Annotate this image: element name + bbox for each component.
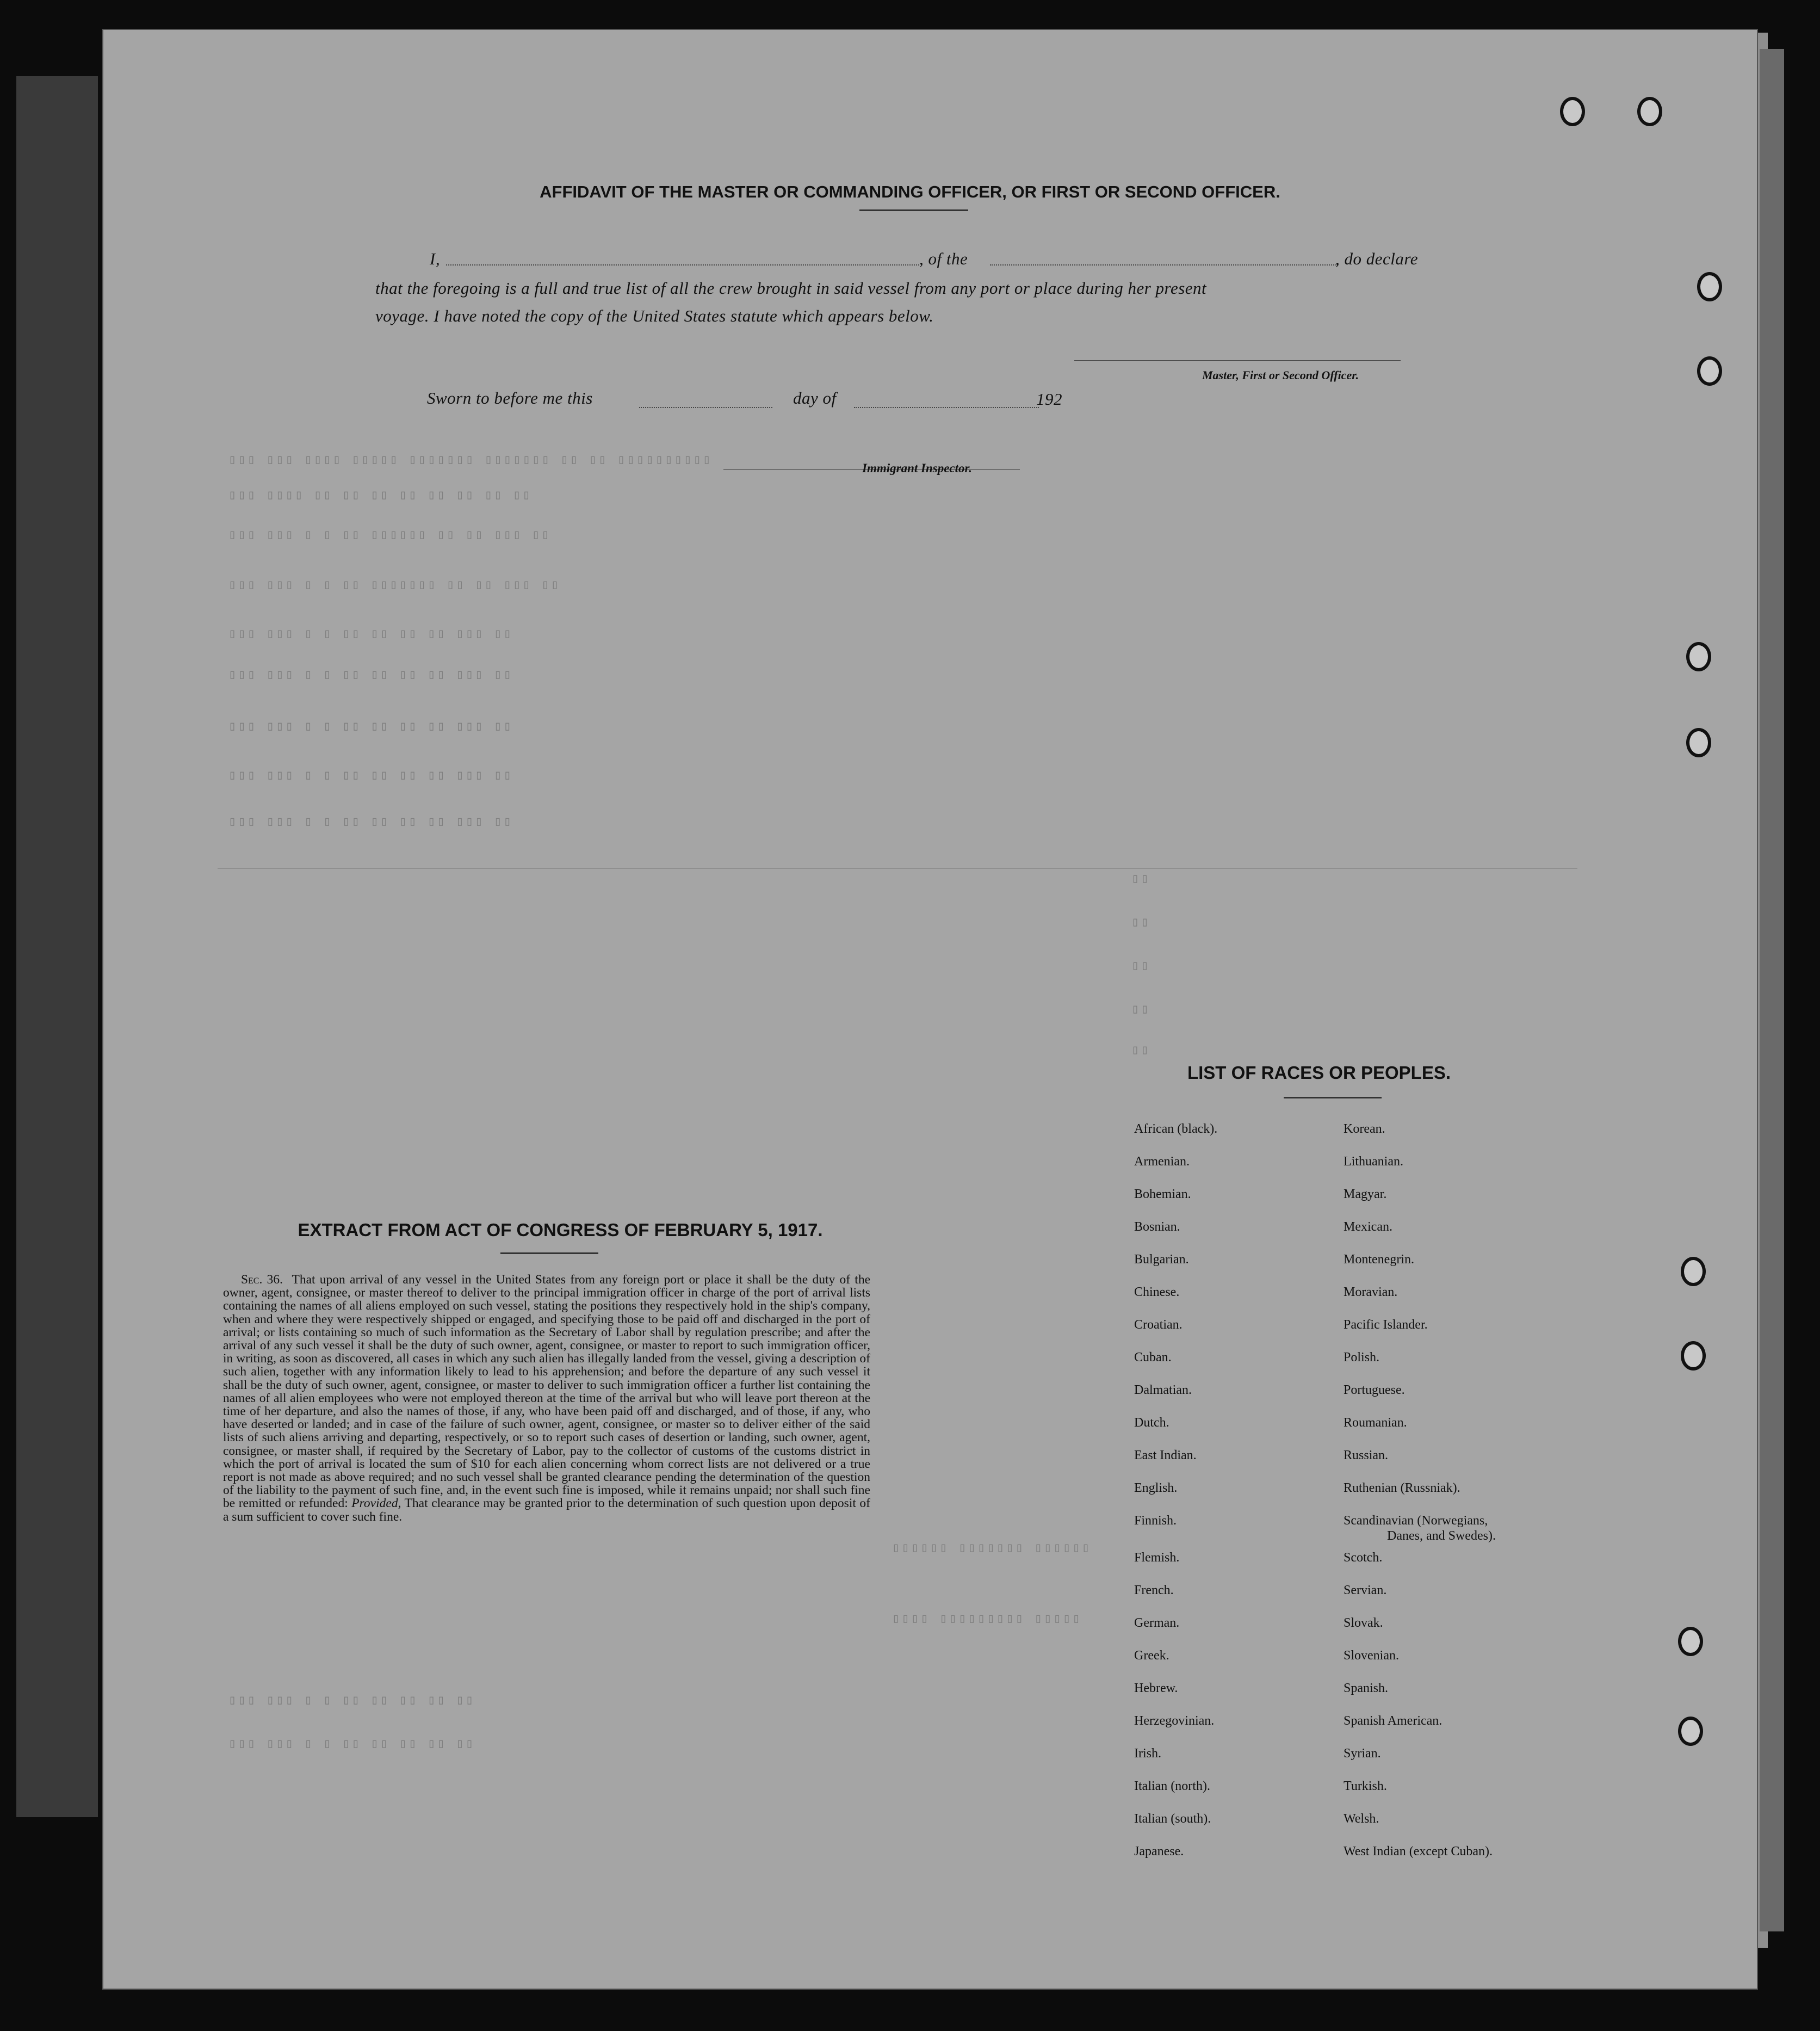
bleed-through-rule	[218, 868, 1577, 869]
race-item: East Indian.	[1134, 1448, 1197, 1462]
underlying-page-edge-dark	[1760, 49, 1784, 1931]
extract-title: EXTRACT FROM ACT OF CONGRESS OF FEBRUARY 5, 1917.	[298, 1220, 823, 1240]
race-item: Dutch.	[1134, 1416, 1169, 1430]
punch-hole	[1678, 1717, 1703, 1746]
race-item: German.	[1134, 1616, 1180, 1630]
sworn-day-label: day of	[793, 388, 837, 408]
race-item: Bosnian.	[1134, 1220, 1180, 1234]
sworn-month-field[interactable]	[854, 407, 1039, 408]
punch-hole	[1697, 356, 1722, 386]
race-item: Irish.	[1134, 1746, 1161, 1761]
race-item: Russian.	[1344, 1448, 1389, 1462]
section-label: Sec. 36.	[240, 1273, 283, 1287]
punch-hole	[1678, 1627, 1703, 1656]
affidavit-line-2: that the foregoing is a full and true list of all the crew brought in said vessel from any port or place during her present	[375, 279, 1207, 298]
race-item: Polish.	[1344, 1350, 1380, 1365]
affidavit-i: I,	[430, 249, 441, 268]
race-item: Bohemian.	[1134, 1187, 1191, 1201]
race-item: African (black).	[1134, 1122, 1218, 1136]
punch-hole	[1697, 272, 1722, 301]
master-signature-label: Master, First or Second Officer.	[1202, 368, 1359, 382]
race-item: Turkish.	[1344, 1779, 1387, 1793]
race-item: Cuban.	[1134, 1350, 1172, 1365]
section-text-end: That clearance may be granted prior to the determination of such question upon deposit of a sum sufficient to cover such fine.	[223, 1496, 870, 1524]
extract-title-rule	[500, 1252, 598, 1254]
punch-hole	[1681, 1341, 1706, 1371]
race-item: Greek.	[1134, 1649, 1169, 1663]
sworn-year: 192	[1036, 390, 1062, 409]
race-item: Chinese.	[1134, 1285, 1180, 1299]
affidavit-title: AFFIDAVIT OF THE MASTER OR COMMANDING OFFICER, OR FIRST OR SECOND OFFICER.	[540, 182, 1280, 201]
race-item: Dalmatian.	[1134, 1383, 1192, 1397]
race-item: Hebrew.	[1134, 1681, 1178, 1695]
race-item: Syrian.	[1344, 1746, 1381, 1761]
race-item: Servian.	[1344, 1583, 1387, 1597]
race-item: Croatian.	[1134, 1318, 1183, 1332]
punch-hole	[1637, 97, 1662, 126]
race-item: Armenian.	[1134, 1155, 1190, 1169]
punch-hole	[1686, 728, 1711, 757]
race-item: French.	[1134, 1583, 1174, 1597]
of-the-label: , of the	[919, 249, 968, 268]
master-signature-field[interactable]	[1074, 360, 1401, 361]
affidavit-line-3: voyage. I have noted the copy of the United States statute which appears below.	[375, 306, 934, 325]
race-item: Lithuanian.	[1344, 1155, 1403, 1169]
race-item: English.	[1134, 1481, 1178, 1495]
punch-hole	[1681, 1257, 1706, 1286]
race-item: Welsh.	[1344, 1812, 1379, 1826]
race-item: Spanish.	[1344, 1681, 1389, 1695]
race-item: Magyar.	[1344, 1187, 1387, 1201]
race-item: Finnish.	[1134, 1514, 1177, 1528]
race-item: Portuguese.	[1344, 1383, 1405, 1397]
race-item: Japanese.	[1134, 1844, 1184, 1859]
race-item: Scotch.	[1344, 1551, 1383, 1565]
race-item: Slovenian.	[1344, 1649, 1399, 1663]
race-item: Roumanian.	[1344, 1416, 1407, 1430]
race-item: Mexican.	[1344, 1220, 1392, 1234]
race-item: Scandinavian (Norwegians,	[1344, 1514, 1488, 1528]
provided-label: Provided,	[351, 1496, 401, 1511]
section-text: That upon arrival of any vessel in the United States from any foreign port or place it shall be the duty of the owner, agent, consignee, or master thereof to deliver to the principal immigration officer in charge of the port of arrival lists containing the names of all aliens employed on such vessel, stating the positions they respectively hold in the ship's company, when and where they were respectively shipped or engaged, and specifying those to be paid off and discharged in the port of arrival; or lists containing so much of such information as the Secretary of Labor shall by regulation prescribe; and after the arrival of any such vessel it shall be the duty of such owner, agent, consignee, or master to report to such immigration officer, in writing, as soon as discovered, all cases in which any such alien has illegally landed from the vessel, giving a description of such alien, together with any information likely to lead to his apprehension; and before the departure of any such vessel it shall be the duty of such owner, agent, consignee, or master to deliver to such immigration officer a further list containing the names of all alien employees who were not employed thereon at the time of the arrival but who will leave port thereon at the time of her departure, and also the names of those, if any, who have been paid off and discharged, and of those, if any, who have deserted or landed; and in case of the failure of such owner, agent, consignee, or master so to deliver either of the said lists of such aliens arriving and departing, respectively, or so to report such cases of desertion or landing, such owner, agent, consignee, or master shall, if required by the Secretary of Labor, pay to the collector of customs of the customs district in which the port of arrival is located the sum of $10 for each alien concerning whom correct lists are not delivered or a true report is not made as above required; and no such vessel shall be granted clearance pending the determination of the question of the liability to the payment of such fine, and, in the event such fine is imposed, while it remains unpaid; nor shall such fine be remitted or refunded:	[223, 1273, 871, 1511]
race-item-continuation: Danes, and Swedes).	[1387, 1529, 1496, 1543]
extract-section-36	[223, 1273, 870, 1523]
punch-hole	[1686, 642, 1711, 671]
sworn-prefix: Sworn to before me this	[427, 388, 593, 408]
race-item: Slovak.	[1344, 1616, 1383, 1630]
affidavit-title-rule	[859, 209, 968, 211]
race-item: Ruthenian (Russniak).	[1344, 1481, 1460, 1495]
binding-edge	[16, 76, 98, 1817]
race-item: Italian (north).	[1134, 1779, 1210, 1793]
race-item: West Indian (except Cuban).	[1344, 1844, 1493, 1859]
race-item: Moravian.	[1344, 1285, 1398, 1299]
race-item: Montenegrin.	[1344, 1252, 1414, 1267]
race-item: Pacific Islander.	[1344, 1318, 1428, 1332]
do-declare-label: , do declare	[1335, 249, 1419, 268]
inspector-signature-label: Immigrant Inspector.	[862, 461, 972, 475]
vessel-name-field[interactable]	[990, 264, 1338, 266]
race-item: Bulgarian.	[1134, 1252, 1189, 1267]
race-item: Spanish American.	[1344, 1714, 1443, 1728]
master-name-field[interactable]	[446, 264, 919, 266]
sworn-day-field[interactable]	[639, 407, 772, 408]
races-title: LIST OF RACES OR PEOPLES.	[1187, 1063, 1451, 1083]
race-item: Italian (south).	[1134, 1812, 1211, 1826]
races-title-rule	[1284, 1097, 1382, 1098]
race-item: Flemish.	[1134, 1551, 1180, 1565]
race-item: Herzegovinian.	[1134, 1714, 1215, 1728]
punch-hole	[1560, 97, 1585, 126]
race-item: Korean.	[1344, 1122, 1385, 1136]
